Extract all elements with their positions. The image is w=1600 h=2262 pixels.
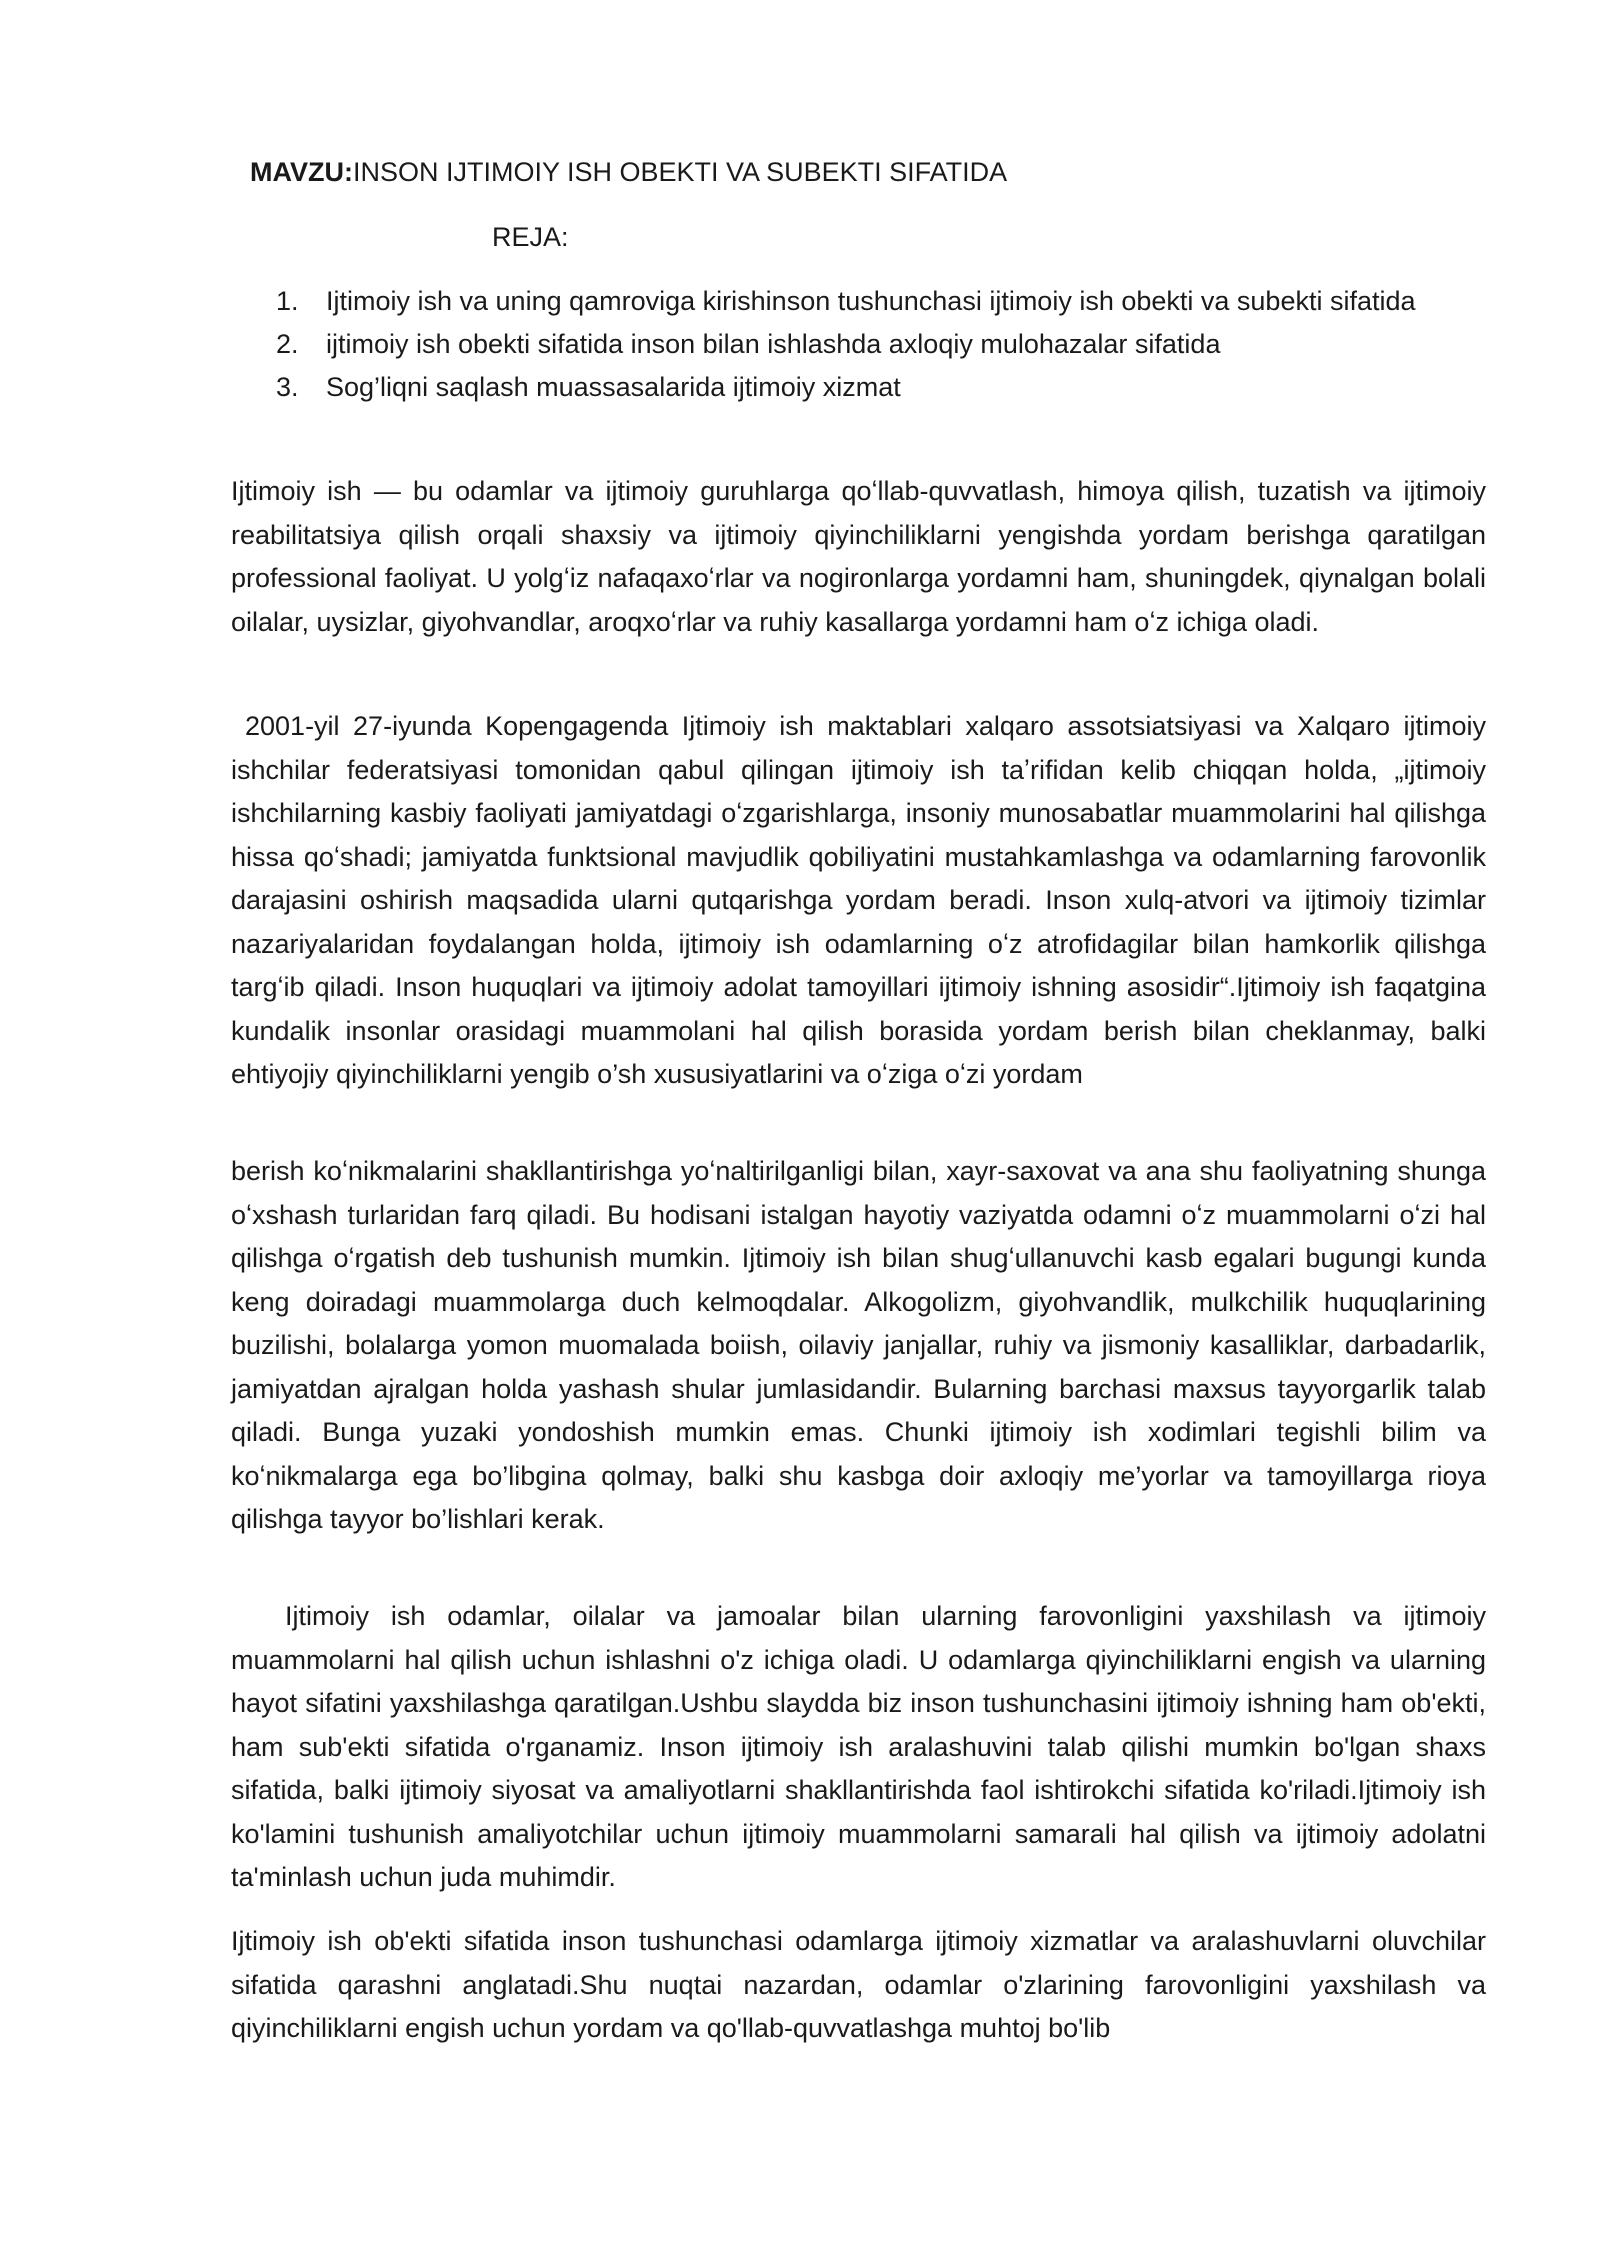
plan-heading: REJA:	[492, 222, 569, 252]
plan-item-number: 2.	[276, 329, 299, 359]
plan-item-number: 3.	[276, 372, 299, 402]
plan-item-number: 1.	[276, 286, 299, 316]
plan-item-text: Sog’liqni saqlash muassasalarida ijtimoiy xizmat	[326, 372, 901, 402]
paragraph-definition: Ijtimoiy ish — bu odamlar va ijtimoiy guruhlarga qoʻllab-quvvatlash, himoya qilish, tuzatish va ijtimoiy reabilitatsiya qilish orqali shaxsiy va ijtimoiy qiyinchiliklarni yengishda yordam berishga qaratilgan professional faoliyat. U yolgʻiz nafaqaxoʻrlar va nogironlarga yordamni ham, shuningdek, qiynalgan bolali oilalar, uysizlar, giyohvandlar, aroqxoʻrlar va ruhiy kasallarga yordamni ham oʻz ichiga oladi.	[231, 476, 1486, 637]
plan-item	[276, 323, 1486, 366]
paragraph-copenhagen: 2001-yil 27-iyunda Kopengagenda Ijtimoiy ish maktablari xalqaro assotsiatsiyasi va Xalqaro ijtimoiy ishchilar federatsiyasi tomonidan qabul qilingan ijtimoiy ish taʼrifidan kelib chiqqan holda, „ijtimoiy ishchilarning kasbiy faoliyati jamiyatdagi oʻzgarishlarga, insoniy munosabatlar muammolarini hal qilishga hissa qoʻshadi; jamiyatda funktsional mavjudlik qobiliyatini mustahkamlashga va odamlarning farovonlik darajasini oshirish maqsadida ularni qutqarishga yordam beradi. Inson xulq-atvori va ijtimoiy tizimlar nazariyalaridan foydalangan holda, ijtimoiy ish odamlarning oʻz atrofidagilar bilan hamkorlik qilishga targʻib qiladi. Inson huquqlari va ijtimoiy adolat tamoyillari ijtimoiy ishning asosidir“.Ijtimoiy ish faqatgina kundalik insonlar orasidagi muammolani hal qilish borasida yordam berish bilan cheklanmay, balki ehtiyojiy qiyinchiliklarni yengib o’sh xususiyatlarini va oʻziga oʻzi yordam	[231, 711, 1486, 1089]
paragraph-scope: Ijtimoiy ish odamlar, oilalar va jamoalar bilan ularning farovonligini yaxshilash va ijtimoiy muammolarni hal qilish uchun ishlashni o'z ichiga oladi. U odamlarga qiyinchiliklarni engish va ularning hayot sifatini yaxshilashga qaratilgan.Ushbu slaydda biz inson tushunchasini ijtimoiy ishning ham ob'ekti, ham sub'ekti sifatida o'rganamiz. Inson ijtimoiy ish aralashuvini talab qilishi mumkin bo'lgan shaxs sifatida, balki ijtimoiy siyosat va amaliyotlarni shakllantirishda faol ishtirokchi sifatida ko'riladi.Ijtimoiy ish ko'lamini tushunish amaliyotchilar uchun ijtimoiy muammolarni samarali hal qilish va ijtimoiy adolatni ta'minlash uchun juda muhimdir.	[231, 1601, 1486, 1892]
plan-item-text: ijtimoiy ish obekti sifatida inson bilan ishlashda axloqiy mulohazalar sifatida	[326, 329, 1221, 359]
plan-item	[276, 280, 1486, 323]
plan-item-text: Ijtimoiy ish va uning qamroviga kirishinson tushunchasi ijtimoiy ish obekti va subekti sifatida	[326, 286, 1416, 316]
document-title	[250, 155, 1007, 189]
title-prefix: MAVZU:	[250, 157, 353, 187]
paragraph-object: Ijtimoiy ish ob'ekti sifatida inson tushunchasi odamlarga ijtimoiy xizmatlar va aralashuvlarni oluvchilar sifatida qarashni anglatadi.Shu nuqtai nazardan, odamlar o'zlarining farovonligini yaxshilash va qiyinchiliklarni engish uchun yordam va qo'llab-quvvatlashga muhtoj bo'lib	[231, 1926, 1486, 2043]
paragraph-skills: berish koʻnikmalarini shakllantirishga yoʻnaltirilganligi bilan, xayr-saxovat va ana shu faoliyatning shunga oʻxshash turlaridan farq qiladi. Bu hodisani istalgan hayotiy vaziyatda odamni oʻz muammolarni oʻzi hal qilishga oʻrgatish deb tushunish mumkin. Ijtimoiy ish bilan shugʻullanuvchi kasb egalari bugungi kunda keng doiradagi muammolarga duch kelmoqdalar. Alkogolizm, giyohvandlik, mulkchilik huquqlarining buzilishi, bolalarga yomon muomalada boiish, oilaviy janjallar, ruhiy va jismoniy kasalliklar, darbadarlik, jamiyatdan ajralgan holda yashash shular jumlasidandir. Bularning barchasi maxsus tayyorgarlik talab qiladi. Bunga yuzaki yondoshish mumkin emas. Chunki ijtimoiy ish xodimlari tegishli bilim va koʻnikmalarga ega bo’libgina qolmay, balki shu kasbga doir axloqiy me’yorlar va tamoyillarga rioya qilishga tayyor bo’lishlari kerak.	[231, 1156, 1486, 1534]
plan-item	[276, 366, 1486, 409]
plan-list	[276, 280, 1486, 409]
title-text: INSON IJTIMOIY ISH OBEKTI VA SUBEKTI SIFATIDA	[352, 157, 1008, 187]
